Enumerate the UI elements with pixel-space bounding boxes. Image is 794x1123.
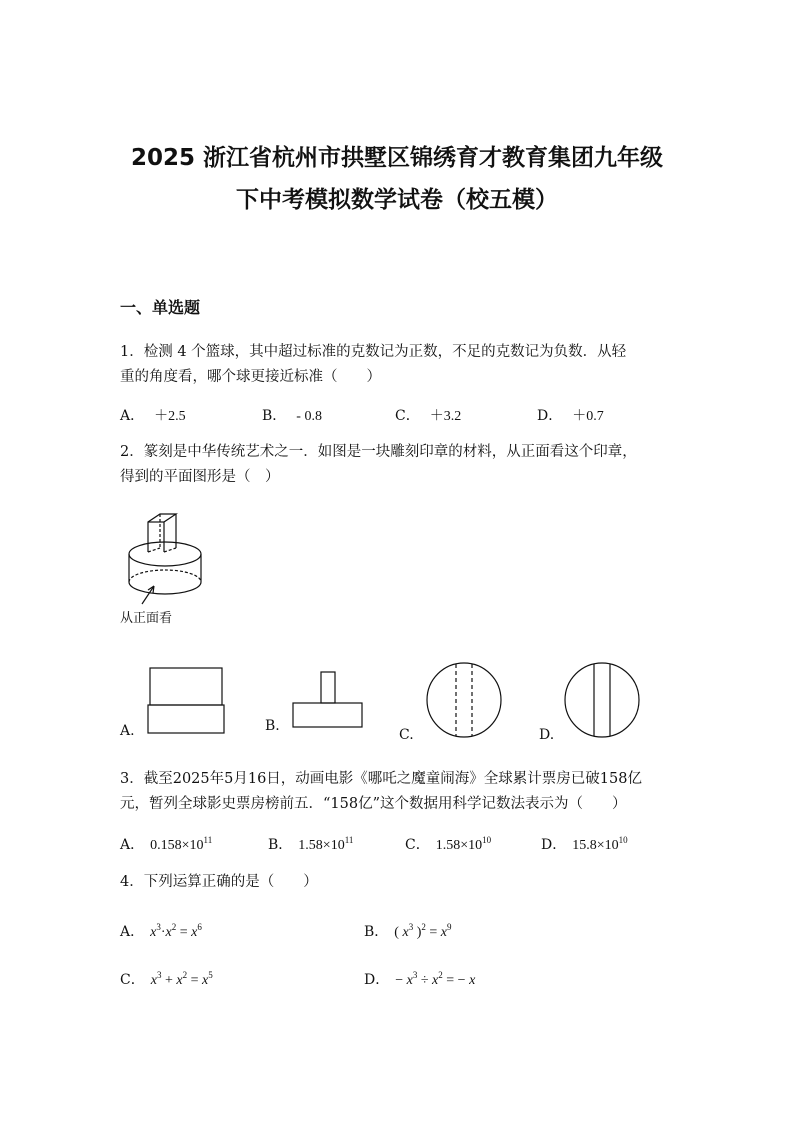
q2-option-c-label[interactable]: C. <box>399 727 414 743</box>
times-sign: × <box>460 838 469 853</box>
base: 10 <box>330 838 345 853</box>
question-2-line-2: 得到的平面图形是（ ） <box>120 469 280 485</box>
exponent: 11 <box>344 835 354 845</box>
q2-option-a-figure[interactable] <box>148 668 226 734</box>
option-label: B． <box>364 924 389 940</box>
exponent: 11 <box>203 835 213 845</box>
question-3 <box>120 767 690 817</box>
q4-option-d[interactable] <box>364 969 475 989</box>
q4-option-c[interactable] <box>120 969 213 989</box>
times-sign: × <box>596 838 605 853</box>
question-2 <box>120 440 680 490</box>
question-1-line-2: 重的角度看，哪个球更接近标准（ ） <box>120 369 381 385</box>
document-title-line-1: 2025 浙江省杭州市拱墅区锦绣育才教育集团九年级 <box>130 145 664 171</box>
q1-option-d[interactable] <box>537 405 604 425</box>
times-sign: × <box>322 838 331 853</box>
option-label: D． <box>541 837 567 853</box>
option-expression: $x^3\cdot x^2 = x^6$ <box>150 922 202 940</box>
mantissa: 1.58 <box>435 838 461 853</box>
option-label: C． <box>120 972 145 988</box>
base: 10 <box>468 838 483 853</box>
times-sign: × <box>181 838 190 853</box>
q2-option-a-label[interactable]: A. <box>120 723 135 739</box>
document-title-line-2: 下中考模拟数学试卷（校五模） <box>236 187 558 213</box>
q3-option-c[interactable] <box>405 834 491 854</box>
q2-option-c-figure[interactable] <box>426 662 504 740</box>
seal-figure <box>120 510 230 610</box>
q4-option-a[interactable] <box>120 921 202 941</box>
q3-option-b[interactable] <box>268 834 353 854</box>
option-value: ＋2.5 <box>154 409 186 424</box>
mantissa: 15.8 <box>572 838 597 853</box>
option-label: D． <box>364 972 390 988</box>
q2-option-b-figure[interactable] <box>293 672 363 728</box>
q4-option-b[interactable] <box>364 921 451 941</box>
section-heading: 一、单选题 <box>120 298 201 317</box>
question-1-line-1: 1．检测 4 个篮球，其中超过标准的克数记为正数，不足的克数记为负数．从轻 <box>120 344 627 360</box>
exponent: 10 <box>482 835 492 845</box>
option-value: - 0.8 <box>296 409 322 424</box>
q1-option-c[interactable] <box>395 405 461 425</box>
mantissa: 0.158 <box>150 838 182 853</box>
option-label: B． <box>268 837 293 853</box>
option-expression: ( $x^3$ )$^2 = x^9$ <box>394 922 452 940</box>
option-value: ＋0.7 <box>572 409 604 424</box>
option-label: C． <box>395 408 420 424</box>
question-4 <box>120 870 680 895</box>
option-label: A． <box>120 837 145 853</box>
option-expression: $x^3 + x^2 = x^5$ <box>150 970 213 988</box>
option-label: A． <box>120 408 145 424</box>
option-label: A． <box>120 924 145 940</box>
option-label: C． <box>405 837 430 853</box>
question-2-line-1: 2．篆刻是中华传统艺术之一．如图是一块雕刻印章的材料，从正面看这个印章， <box>120 444 637 460</box>
q1-option-a[interactable] <box>120 405 186 425</box>
base: 10 <box>189 838 204 853</box>
option-value: ＋3.2 <box>429 409 462 424</box>
q2-option-d-label[interactable]: D. <box>539 727 555 743</box>
exponent: 10 <box>618 835 628 845</box>
mantissa: 1.58 <box>298 838 323 853</box>
q3-option-d[interactable] <box>541 834 628 854</box>
option-label: D． <box>537 408 563 424</box>
question-1 <box>120 340 680 390</box>
q2-option-b-label[interactable]: B. <box>265 718 280 734</box>
option-label: B． <box>262 408 287 424</box>
base: 10 <box>604 838 619 853</box>
q3-option-a[interactable] <box>120 834 212 854</box>
figure-caption: 从正面看 <box>120 611 173 626</box>
q2-option-d-figure[interactable] <box>564 662 642 740</box>
question-3-line-2: 元，暂列全球影史票房榜前五．“158亿”这个数据用科学记数法表示为（ ） <box>120 796 627 812</box>
q1-option-b[interactable] <box>262 405 322 425</box>
question-3-line-1: 3．截至2025年5月16日，动画电影《哪吒之魔童闹海》全球累计票房已破158亿 <box>120 771 642 787</box>
question-4-line-1: 4．下列运算正确的是（ ） <box>120 874 318 890</box>
option-expression: − $x^3 \div x^2$ = − x <box>395 970 476 988</box>
